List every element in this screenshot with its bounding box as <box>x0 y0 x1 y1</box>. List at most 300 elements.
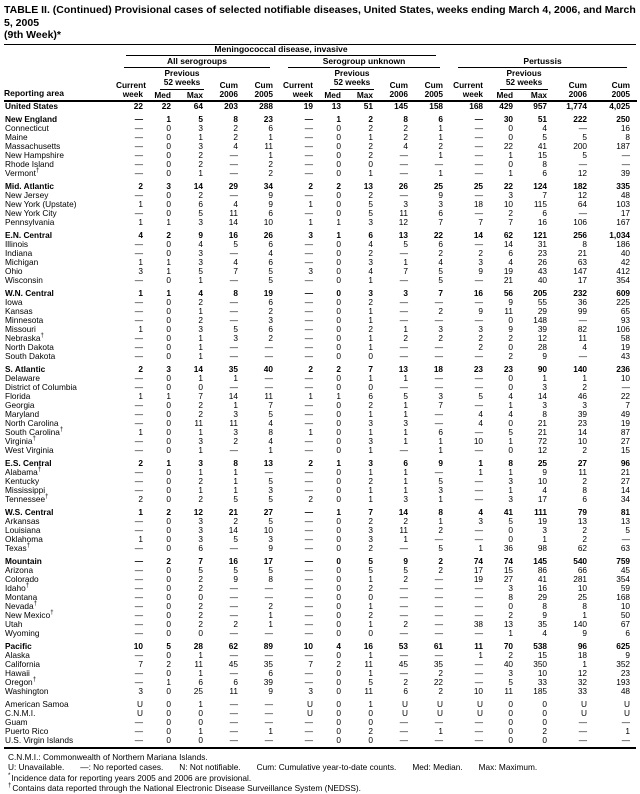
cell-value: — <box>229 725 238 736</box>
cell-value: 2 <box>336 658 341 669</box>
cell-value: 2 <box>268 332 273 343</box>
cell-value: 14 <box>473 229 484 240</box>
cell-value: 0 <box>336 274 341 285</box>
cell-value: 31 <box>537 238 548 249</box>
cell-value: 1 <box>166 113 171 124</box>
cell-value: 1 <box>138 426 143 437</box>
cell-value: 0 <box>166 207 171 218</box>
cell-value: 6 <box>542 167 548 178</box>
table-row <box>4 352 637 361</box>
cell-value: 256 <box>573 229 588 240</box>
cell-value: — <box>474 113 484 124</box>
cell-value: 2 <box>368 247 373 258</box>
cell-value: 64 <box>193 100 203 111</box>
cell-value: 0 <box>336 198 341 209</box>
cell-value: 1 <box>438 725 444 736</box>
cell-value: 74 <box>473 555 484 566</box>
cell-value: — <box>264 582 273 593</box>
cell-value: — <box>474 207 484 218</box>
cell-value: — <box>399 591 408 602</box>
cell-value: 0 <box>336 716 341 727</box>
cell-value: 1 <box>508 435 514 446</box>
cell-value: 2 <box>368 296 373 307</box>
cell-value: — <box>304 555 313 566</box>
legend-item: U: Unavailable. <box>8 762 65 772</box>
cell-value: — <box>474 296 484 307</box>
cell-value: 7 <box>403 265 408 276</box>
cell-value: 1 <box>368 372 373 383</box>
cell-value: 0 <box>166 350 171 361</box>
cell-value: 3 <box>308 229 313 240</box>
cell-value: 2 <box>198 296 203 307</box>
cell-value: 70 <box>503 640 514 651</box>
cell-value: 2 <box>368 149 373 160</box>
cell-value: 3 <box>368 457 373 468</box>
cell-value: 3 <box>438 390 444 401</box>
cell-value: U <box>402 707 408 718</box>
cell-value: 8 <box>542 408 548 419</box>
cell-value: — <box>134 627 143 638</box>
cell-value: 0 <box>166 158 171 169</box>
cell-value: 25 <box>433 180 444 191</box>
cell-value: — <box>434 372 444 383</box>
cell-value: 8 <box>582 484 588 495</box>
cell-value: — <box>304 247 313 258</box>
cell-value: 62 <box>577 542 588 553</box>
cell-value: 2 <box>198 399 203 410</box>
footnote-legend <box>8 762 632 773</box>
cell-value: — <box>474 475 484 486</box>
cell-value: 2 <box>508 350 514 361</box>
cell-value: — <box>578 122 588 133</box>
cell-value: 22 <box>503 140 514 151</box>
cell-value: 0 <box>336 426 341 437</box>
cell-value: — <box>474 140 484 151</box>
row-label: Virginia† <box>5 435 36 446</box>
col-previous-52wk-1: Previous 52 weeks <box>150 69 210 90</box>
cell-value: 14 <box>193 363 203 374</box>
cell-value: 2 <box>233 131 238 142</box>
cell-value: — <box>264 734 273 745</box>
cell-value: — <box>229 649 238 660</box>
cell-value: — <box>399 158 408 169</box>
legend-item: Med: Median. <box>412 762 463 772</box>
row-label: Oregon† <box>5 676 37 687</box>
cell-value: 0 <box>508 122 514 133</box>
cell-value: — <box>578 734 588 745</box>
cell-value: — <box>264 341 273 352</box>
cell-value: 1 <box>478 542 484 553</box>
cell-value: 412 <box>616 265 631 276</box>
cell-value: 3 <box>368 216 373 227</box>
cell-value: 5 <box>233 564 238 575</box>
cell-value: 4 <box>438 256 444 267</box>
row-label: South Dakota <box>5 350 56 361</box>
cell-value: 1 <box>308 216 313 227</box>
cell-value: — <box>474 591 484 602</box>
cell-value: 35 <box>263 658 273 669</box>
cell-value: 26 <box>263 229 273 240</box>
cell-value: 9 <box>478 265 484 276</box>
row-label: Maryland <box>5 408 40 419</box>
cell-value: 1 <box>166 256 171 267</box>
cell-value: 1 <box>508 484 514 495</box>
cell-value: 27 <box>503 573 514 584</box>
cell-value: 2 <box>368 189 373 200</box>
cell-value: 19 <box>537 515 548 526</box>
cell-value: 7 <box>542 189 548 200</box>
cell-value: 0 <box>336 350 341 361</box>
cell-value: 0 <box>166 591 171 602</box>
cell-value: 23 <box>537 247 548 258</box>
row-label: Arizona <box>5 564 34 575</box>
table-row <box>4 178 637 191</box>
cell-value: U <box>624 698 631 709</box>
cell-value: 23 <box>620 667 631 678</box>
cell-value: 0 <box>336 167 341 178</box>
cell-value: 350 <box>533 658 548 669</box>
cell-value: 8 <box>233 457 238 468</box>
cell-value: — <box>304 113 313 124</box>
cell-value: U <box>624 707 631 718</box>
cell-value: 1 <box>403 475 408 486</box>
cell-value: 0 <box>336 582 341 593</box>
cell-value: — <box>434 600 444 611</box>
cell-value: 5 <box>268 515 273 526</box>
cell-value: — <box>578 350 588 361</box>
cell-value: 5 <box>268 493 273 504</box>
cell-value: 1 <box>368 408 373 419</box>
cell-value: 115 <box>533 198 548 209</box>
cell-value: — <box>621 716 631 727</box>
cell-value: 2 <box>198 475 203 486</box>
cell-value: 3 <box>198 247 203 258</box>
cell-value: 168 <box>616 591 631 602</box>
cell-value: 609 <box>616 287 631 298</box>
cell-value: 13 <box>398 229 408 240</box>
col-med-1: Med <box>150 90 178 101</box>
cell-value: 35 <box>228 363 238 374</box>
cell-value: 0 <box>336 573 341 584</box>
cell-value: 1 <box>438 149 444 160</box>
cell-value: 3 <box>508 493 514 504</box>
cell-value: — <box>134 305 143 316</box>
cell-value: 2 <box>438 564 444 575</box>
cell-value: 0 <box>166 372 171 383</box>
cell-value: 0 <box>508 372 514 383</box>
cell-value: 3 <box>508 475 514 486</box>
cell-value: 2 <box>508 609 514 620</box>
spacer-cell <box>450 45 637 57</box>
cell-value: 1 <box>268 618 273 629</box>
cell-value: 0 <box>508 533 514 544</box>
cell-value: 0 <box>508 725 514 736</box>
cell-value: 28 <box>537 341 548 352</box>
cell-value: 26 <box>537 256 548 267</box>
cell-value: 4 <box>233 140 238 151</box>
row-label: Oklahoma <box>5 533 43 544</box>
cell-value: 0 <box>166 305 171 316</box>
cell-value: 3 <box>198 256 203 267</box>
cell-value: 15 <box>503 564 514 575</box>
cell-value: 26 <box>398 180 408 191</box>
cell-value: — <box>474 122 484 133</box>
cell-value: — <box>399 444 408 455</box>
cell-value: — <box>474 609 484 620</box>
cell-value: 1 <box>138 287 143 298</box>
cell-value: 0 <box>198 381 203 392</box>
row-label: Hawaii <box>5 667 30 678</box>
cell-value: 1 <box>198 305 203 316</box>
cell-value: — <box>134 475 143 486</box>
cell-value: 3 <box>198 515 203 526</box>
cell-value: 39 <box>577 408 588 419</box>
cell-value: 0 <box>166 515 171 526</box>
cell-value: 1 <box>166 676 171 687</box>
cell-value: 7 <box>478 216 484 227</box>
cell-value: 13 <box>503 618 514 629</box>
cell-value: 0 <box>336 131 341 142</box>
cell-value: — <box>399 296 408 307</box>
row-label: Delaware <box>5 372 41 383</box>
cell-value: 3 <box>198 435 203 446</box>
cell-value: U <box>437 707 444 718</box>
row-label: Florida <box>5 390 31 401</box>
cell-value: 1 <box>368 131 373 142</box>
row-label: Montana <box>5 591 38 602</box>
cell-value: 0 <box>336 627 341 638</box>
cell-value: 106 <box>616 323 631 334</box>
cell-value: 4 <box>403 140 408 151</box>
cell-value: 34 <box>263 180 273 191</box>
cell-value: 1 <box>336 229 341 240</box>
cell-value: 14 <box>228 524 238 535</box>
cell-value: 0 <box>508 381 514 392</box>
cell-value: 46 <box>577 390 588 401</box>
cell-value: 5 <box>625 524 631 535</box>
cell-value: 11 <box>194 658 203 669</box>
cell-value: 1 <box>542 533 548 544</box>
cell-value: 3 <box>198 140 203 151</box>
cell-value: — <box>229 667 238 678</box>
cell-value: — <box>229 341 238 352</box>
row-label: Wyoming <box>5 627 40 638</box>
cell-value: — <box>134 582 143 593</box>
cell-value: 4 <box>478 506 484 517</box>
cell-value: 1 <box>138 390 143 401</box>
cell-value: 0 <box>336 564 341 575</box>
cell-value: 2 <box>138 457 143 468</box>
cell-value: 13 <box>331 100 341 111</box>
cell-value: 6 <box>198 542 203 553</box>
cell-value: — <box>474 350 484 361</box>
cell-value: — <box>304 627 313 638</box>
cell-value: 2 <box>582 444 588 455</box>
cell-value: 2 <box>268 158 273 169</box>
cell-value: — <box>304 256 313 267</box>
cell-value: 2 <box>508 332 514 343</box>
row-label: Guam <box>5 716 28 727</box>
cell-value: 9 <box>268 189 273 200</box>
cell-value: 1 <box>438 435 444 446</box>
cell-value: — <box>434 533 444 544</box>
cell-value: 2 <box>368 725 373 736</box>
cell-value: 3 <box>198 457 203 468</box>
cell-value: 3 <box>198 323 203 334</box>
row-label: District of Columbia <box>5 381 77 392</box>
cell-value: 29 <box>228 180 238 191</box>
cell-value: 4 <box>582 341 588 352</box>
row-label: Idaho† <box>5 582 30 593</box>
cell-value: 1 <box>368 305 373 316</box>
cell-value: — <box>621 149 631 160</box>
cell-value: 4 <box>478 408 484 419</box>
cell-value: 18 <box>577 649 588 660</box>
cell-value: 3 <box>368 256 373 267</box>
cell-value: 11 <box>364 658 373 669</box>
cell-value: 0 <box>542 707 548 718</box>
cell-value: 167 <box>616 216 631 227</box>
cell-value: — <box>474 493 484 504</box>
cell-value: 1 <box>582 372 588 383</box>
row-label: Pacific <box>5 640 32 651</box>
cell-value: 10 <box>577 582 588 593</box>
cell-value: — <box>399 247 408 258</box>
cell-value: 0 <box>336 667 341 678</box>
cell-value: 1 <box>138 506 143 517</box>
cell-value: — <box>134 524 143 535</box>
cell-value: 79 <box>577 506 588 517</box>
cell-value: U <box>437 698 444 709</box>
row-label: Ohio <box>5 265 23 276</box>
cell-value: 2 <box>308 457 313 468</box>
cell-value: 65 <box>620 305 631 316</box>
cell-value: — <box>578 207 588 218</box>
cell-value: 0 <box>166 466 171 477</box>
cell-value: — <box>474 167 484 178</box>
all-serogroups-spanner: All serogroups <box>116 57 280 69</box>
cell-value: 0 <box>166 274 171 285</box>
cell-value: — <box>304 296 313 307</box>
cell-value: — <box>229 582 238 593</box>
cell-value: 7 <box>268 399 273 410</box>
cell-value: 0 <box>198 591 203 602</box>
cell-value: — <box>304 564 313 575</box>
cell-value: — <box>474 149 484 160</box>
cell-value: 5 <box>268 408 273 419</box>
cell-value: 51 <box>363 100 373 111</box>
cell-value: — <box>621 381 631 392</box>
row-label: New York (Upstate) <box>5 198 77 209</box>
cell-value: 1 <box>368 341 373 352</box>
cell-value: 2 <box>582 475 588 486</box>
table-row <box>4 218 637 227</box>
cell-value: — <box>399 600 408 611</box>
cell-value: 9 <box>542 609 548 620</box>
cell-value: 1 <box>368 274 373 285</box>
cell-value: 10 <box>133 640 143 651</box>
row-label: New England <box>5 113 58 124</box>
cell-value: — <box>229 274 238 285</box>
cell-value: 0 <box>166 618 171 629</box>
cell-value: 63 <box>577 256 588 267</box>
cell-value: 10 <box>537 475 548 486</box>
cell-value: 4 <box>268 417 273 428</box>
cell-value: 5 <box>368 198 373 209</box>
cell-value: 21 <box>228 506 238 517</box>
legend-item: N: Not notifiable. <box>179 762 241 772</box>
cell-value: 0 <box>336 435 341 446</box>
cell-value: 72 <box>537 435 548 446</box>
cell-value: 0 <box>166 198 171 209</box>
cell-value: 3 <box>198 533 203 544</box>
cell-value: — <box>399 725 408 736</box>
cell-value: 2 <box>166 506 171 517</box>
cell-value: 3 <box>368 417 373 428</box>
cell-value: 9 <box>268 685 273 696</box>
cell-value: — <box>578 725 588 736</box>
row-label: Georgia <box>5 399 35 410</box>
cell-value: — <box>474 189 484 200</box>
cell-value: 11 <box>229 417 238 428</box>
cell-value: 7 <box>368 506 373 517</box>
cell-value: 335 <box>616 180 631 191</box>
row-label: Illinois <box>5 238 29 249</box>
cell-value: 6 <box>268 296 273 307</box>
cell-value: 1 <box>368 484 373 495</box>
cell-value: 0 <box>336 158 341 169</box>
cell-value: 27 <box>620 435 631 446</box>
cell-value: 1 <box>198 341 203 352</box>
cell-value: 5 <box>368 555 373 566</box>
cell-value: 4,025 <box>609 100 631 111</box>
cell-value: 3 <box>268 484 273 495</box>
cell-value: — <box>264 466 273 477</box>
cell-value: — <box>304 515 313 526</box>
cell-value: 11 <box>229 207 238 218</box>
cell-value: 2 <box>198 609 203 620</box>
cell-value: — <box>304 350 313 361</box>
row-label: C.N.M.I. <box>5 707 36 718</box>
cell-value: 1 <box>403 426 408 437</box>
cell-value: 5 <box>438 475 444 486</box>
cell-value: 2 <box>478 341 484 352</box>
cell-value: 32 <box>577 676 588 687</box>
cell-value: — <box>474 627 484 638</box>
cell-value: 0 <box>336 287 341 298</box>
cell-value: 9 <box>438 457 444 468</box>
cell-value: 0 <box>336 444 341 455</box>
cell-value: 5 <box>582 131 588 142</box>
cell-value: — <box>399 381 408 392</box>
cell-value: 21 <box>620 466 631 477</box>
cell-value: 1 <box>478 457 484 468</box>
col-cum-2005-3: Cum 2005 <box>594 69 637 101</box>
cell-value: — <box>474 600 484 611</box>
cell-value: 1 <box>198 131 203 142</box>
cell-value: 11 <box>504 305 514 316</box>
cell-value: 2 <box>368 122 373 133</box>
cell-value: 8 <box>233 113 238 124</box>
cell-value: 0 <box>166 131 171 142</box>
cell-value: 7 <box>438 216 444 227</box>
table-row <box>4 495 637 504</box>
cell-value: 1 <box>233 484 238 495</box>
cell-value: 0 <box>166 734 171 745</box>
cell-value: — <box>434 649 444 660</box>
cell-value: 90 <box>537 363 548 374</box>
cell-value: 111 <box>534 506 548 517</box>
